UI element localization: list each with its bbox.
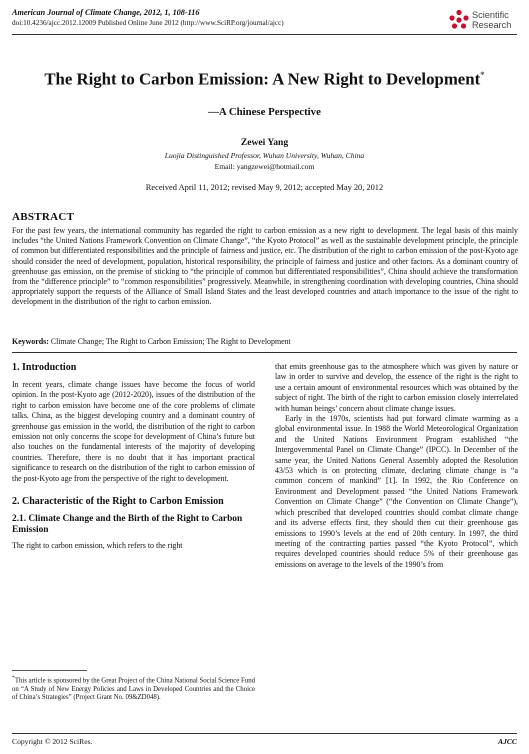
section-heading-2: 2. Characteristic of the Right to Carbon Emission <box>12 496 224 508</box>
footnote <box>12 674 255 702</box>
keywords-rule <box>12 352 517 353</box>
section-heading-introduction: 1. Introduction <box>12 362 77 373</box>
logo-text-line2: Research <box>472 20 512 30</box>
header-rule <box>12 34 517 35</box>
footnote-rule <box>12 670 87 671</box>
author-email[interactable]: Email: yangzewei@hotmail.com <box>214 162 315 171</box>
footnote-mark: * <box>12 675 15 681</box>
footnote-text: This article is sponsored by the Great Project of the China National Social Science Fund on “A Study of New Energy Policies and Laws in Developed Countries and the Choice of China’s Strategies” (Project Grant No. 09&ZD048). <box>12 677 255 702</box>
paragraph: In recent years, climate change issues have become the focus of world opinion. In the post-Kyoto age (2012-2020), issues of the distribution of the right to carbon emission have become one of the core problems of climate talks. China, as the biggest developing country and a dominant country of greenhouse gas emission in the world, the distribution of the right to carbon emission not only concerns the scope for development of China’s future but also touches on the fundamental interests of the majority of developing countries. Therefore, there is no doubt that it has important practical significance to research on the distribution of the right to carbon emission of the post-Kyoto age from the perspective of the right to development. <box>12 380 255 483</box>
paper-title <box>20 64 509 91</box>
doi-line: doi:10.4236/ajcc.2012.12009 Published Online June 2012 (http://www.SciRP.org/journal/ajcc) <box>12 19 284 27</box>
paragraph: Early in the 1970s, scientists had put forward climate warming as a global environmental issue. In 1988 the World Meteorological Organization and the United Nations Environment Program established “the Intergovernmental Panel on Climate Change” (IPCC). In December of the same year, the United Nations General Assembly adopted the Resolution 43/53 which is on protecting climate, declaring climate change is “a common concern of mankind” [1]. In 1992, the Rio Conference on Environment and Development passed “the United Nations Framework Convention on Climate Change” (“the Convention on Climate Change”), which prescribed that developed countries should combat climate change and its adverse effects first, they should then cut their greenhouse gas emissions to 1990’s levels at the end of 20th century. In 1997, the third meeting of the contracting parties passed “the Kyoto Protocol”, which requires developed countries should reduce 5% of their greenhouse gas emissions on average to the levels of the 1990’s from <box>275 414 518 569</box>
subsection-heading-2-1: 2.1. Climate Change and the Birth of the Right to Carbon Emission <box>12 514 243 536</box>
introduction-paragraph <box>12 380 255 484</box>
author-name: Zewei Yang <box>240 137 289 148</box>
keywords-text: Climate Change; The Right to Carbon Emission; The Right to Development <box>50 337 291 346</box>
section-2-1-paragraph <box>12 541 255 551</box>
right-column <box>275 362 518 570</box>
abstract-heading: ABSTRACT <box>12 211 75 223</box>
footer-rule <box>12 733 517 734</box>
paragraph: that emits greenhouse gas to the atmosphere which was given by nature or law in order to survive and develop, the essence of the right is the right to use a certain amount of environmental resources which was obtained by the subject of right. The birth of the right to carbon emission closely interrelated with human beings’ concern about climate change issues. <box>275 362 518 413</box>
keywords <box>12 337 518 346</box>
paragraph: The right to carbon emission, which refers to the right <box>12 541 183 551</box>
paper-subtitle: —A Chinese Perspective <box>208 106 321 118</box>
publisher-logo-icon <box>448 9 470 31</box>
publisher-logo[interactable] <box>448 6 528 36</box>
keywords-label: Keywords: <box>12 337 49 346</box>
left-column <box>12 362 255 551</box>
paper-title-text: The Right to Carbon Emission: A New Right to Development <box>44 69 481 89</box>
journal-abbreviation: AJCC <box>498 737 517 746</box>
copyright: Copyright © 2012 SciRes. <box>12 737 93 746</box>
logo-text-line1: Scientific <box>472 10 509 20</box>
author-affiliation: Luojia Distinguished Professor, Wuhan University, Wuhan, China <box>164 151 365 160</box>
received-dates: Received April 11, 2012; revised May 9, 2012; accepted May 20, 2012 <box>145 183 384 192</box>
abstract-body: For the past few years, the international community has regarded the right to carbon emission as a new right to development. The legal basis of this mainly includes “the United Nations Framework Convention on Climate Change”, “the Kyoto Protocol” as well as the sustainable development principle, the principle of common but differentiated responsibilities and the principle of fairness and justice, etc. The distribution of the right to carbon emission of the post-Kyoto age should consider the need of development, population, historical responsibility, the principle of fairness and justice and other factors. As a dominant country of greenhouse gas emission, on the premise of sticking to “the principle of common but differentiated responsibilities”, China should achieve the transformation from the “difference principle” to “common responsibilities” progressively. Meanwhile, in strengthening coordination with developing countries, China should appropriately support the requests of the Alliance of Small Island States and the least developed countries and attach importance to the issue of the right to development in the distribution of the right to carbon emission. <box>12 226 518 307</box>
journal-citation: American Journal of Climate Change, 2012, 1, 108-116 <box>12 8 200 17</box>
title-footnote-mark: * <box>480 70 485 80</box>
